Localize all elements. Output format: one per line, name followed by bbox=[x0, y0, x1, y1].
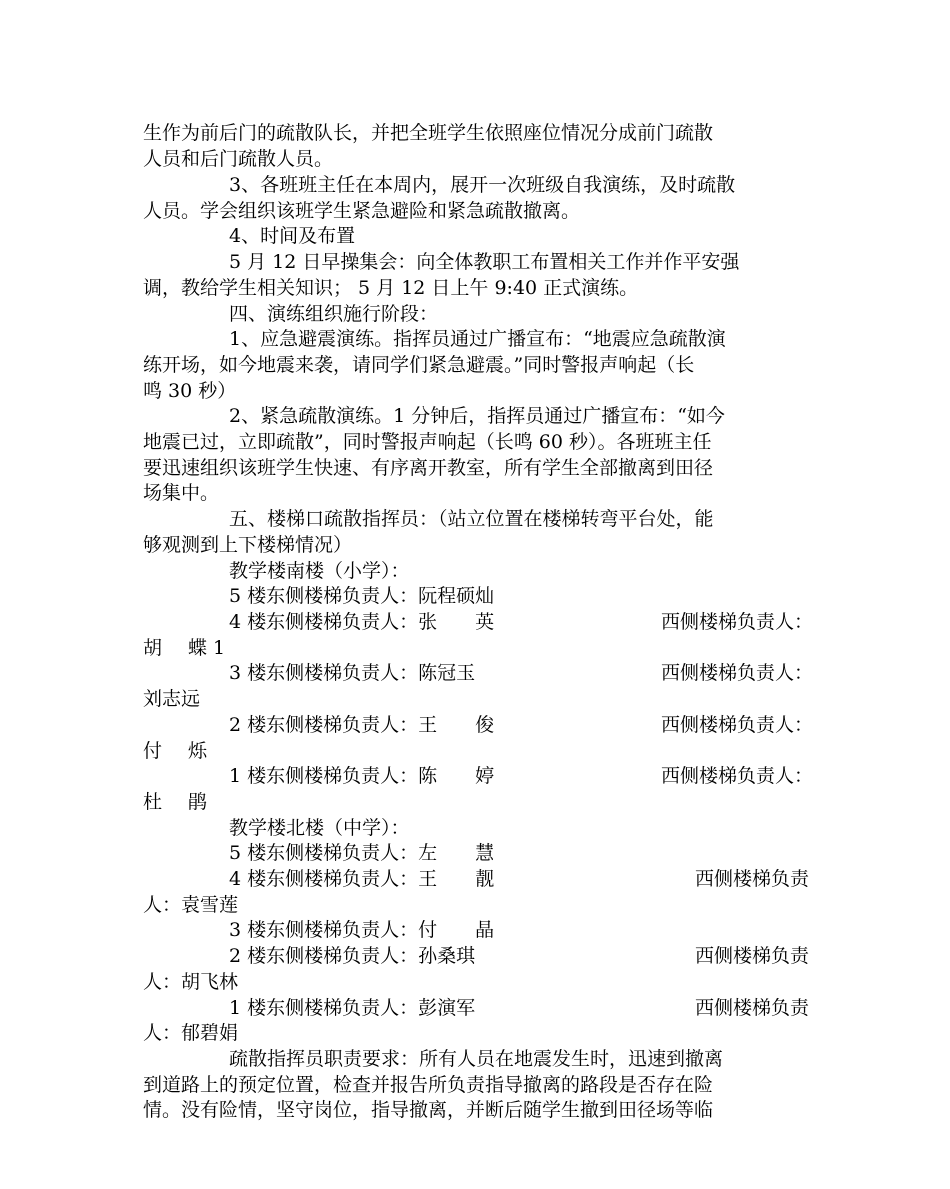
text-line: 要迅速组织该班学生快速、有序离开教室，所有学生全部撤离到田径 bbox=[143, 457, 714, 479]
name-part: 鹃 bbox=[188, 791, 208, 813]
stair-line bbox=[229, 713, 813, 737]
west-stair-label: 西侧楼梯负责人： bbox=[660, 765, 813, 787]
text-line: 调，教给学生相关知识； 5 月 12 日上午 9:40 正式演练。 bbox=[143, 277, 639, 299]
east-stair-lead: 1 楼东侧楼梯负责人：陈 婷 bbox=[229, 765, 495, 787]
text-line: 1、应急避震演练。指挥员通过广播宣布：“地震应急疏散演 bbox=[229, 328, 726, 350]
section-heading: 4、时间及布置 bbox=[229, 225, 356, 247]
name-part: 付 bbox=[143, 740, 163, 762]
east-stair-lead: 4 楼东侧楼梯负责人：张 英 bbox=[229, 611, 495, 633]
stair-line bbox=[229, 944, 809, 968]
east-stair-lead: 4 楼东侧楼梯负责人：王 靓 bbox=[229, 868, 495, 890]
east-stair-lead: 2 楼东侧楼梯负责人：孙桑琪 bbox=[229, 945, 476, 967]
west-stair-label: 西侧楼梯负责人： bbox=[660, 714, 813, 736]
east-stair-lead: 1 楼东侧楼梯负责人：彭演军 bbox=[229, 997, 476, 1019]
stair-line: 3 楼东侧楼梯负责人：付 晶 bbox=[229, 919, 495, 941]
name-part: 胡 bbox=[143, 637, 163, 659]
text-line: 疏散指挥员职责要求：所有人员在地震发生时，迅速到撤离 bbox=[229, 1048, 724, 1070]
text-line: 地震已过，立即疏散”，同时警报声响起（长鸣 60 秒）。各班班主任 bbox=[143, 431, 712, 453]
text-line: 2、紧急疏散演练。1 分钟后，指挥员通过广播宣布：“如今 bbox=[229, 405, 725, 427]
west-stair-label: 西侧楼梯负责人： bbox=[660, 662, 813, 684]
stair-line bbox=[229, 610, 813, 634]
stair-continuation: 人：袁雪莲 bbox=[143, 894, 239, 916]
text-line: 到道路上的预定位置，检查并报告所负责指导撤离的路段是否存在险 bbox=[143, 1074, 714, 1096]
text-line: 3、各班班主任在本周内，展开一次班级自我演练，及时疏散 bbox=[229, 174, 736, 196]
stair-continuation: 人：胡飞林 bbox=[143, 971, 239, 993]
stair-line bbox=[229, 996, 809, 1020]
east-stair-lead: 2 楼东侧楼梯负责人：王 俊 bbox=[229, 714, 495, 736]
stair-line bbox=[229, 764, 813, 788]
stair-line bbox=[229, 867, 809, 891]
text-line: 生作为前后门的疏散队长，并把全班学生依照座位情况分成前门疏散 bbox=[143, 122, 714, 144]
building-heading: 教学楼北楼（中学）： bbox=[229, 817, 410, 839]
name-part: 杜 bbox=[143, 791, 163, 813]
text-line: 场集中。 bbox=[143, 482, 220, 504]
text-line: 练开场，如今地震来袭，请同学们紧急避震。”同时警报声响起（长 bbox=[143, 354, 695, 376]
text-line: 人员。学会组织该班学生紧急避险和紧急疏散撤离。 bbox=[143, 200, 581, 222]
west-stair-label: 西侧楼梯负责 bbox=[694, 868, 809, 890]
stair-continuation bbox=[143, 790, 813, 814]
section-heading: 四、演练组织施行阶段： bbox=[229, 303, 439, 325]
stair-line: 5 楼东侧楼梯负责人：左 慧 bbox=[229, 842, 495, 864]
west-stair-label: 西侧楼梯负责 bbox=[694, 945, 809, 967]
east-stair-lead: 3 楼东侧楼梯负责人：陈冠玉 bbox=[229, 662, 476, 684]
west-stair-label: 西侧楼梯负责 bbox=[694, 997, 809, 1019]
text-line: 够观测到上下楼梯情况） bbox=[143, 534, 353, 556]
text-line: 鸣 30 秒） bbox=[143, 380, 237, 402]
text-line: 情。没有险情，坚守岗位，指导撤离，并断后随学生撤到田径场等临 bbox=[143, 1099, 714, 1121]
text-line: 人员和后门疏散人员。 bbox=[143, 148, 334, 170]
stair-continuation: 刘志远 bbox=[143, 688, 201, 710]
stair-continuation bbox=[143, 739, 813, 763]
section-heading: 五、楼梯口疏散指挥员：（站立位置在楼梯转弯平台处，能 bbox=[229, 508, 714, 530]
text-line: 5 月 12 日早操集会：向全体教职工布置相关工作并作平安强 bbox=[229, 251, 740, 273]
building-heading: 教学楼南楼（小学）： bbox=[229, 560, 410, 582]
stair-continuation bbox=[143, 636, 813, 660]
stair-line: 5 楼东侧楼梯负责人：阮程硕灿 bbox=[229, 585, 495, 607]
stair-continuation: 人：郁碧娟 bbox=[143, 1022, 239, 1044]
name-part: 烁 bbox=[188, 740, 208, 762]
name-part: 蝶 1 bbox=[188, 637, 226, 659]
stair-line bbox=[229, 661, 813, 685]
west-stair-label: 西侧楼梯负责人： bbox=[660, 611, 813, 633]
